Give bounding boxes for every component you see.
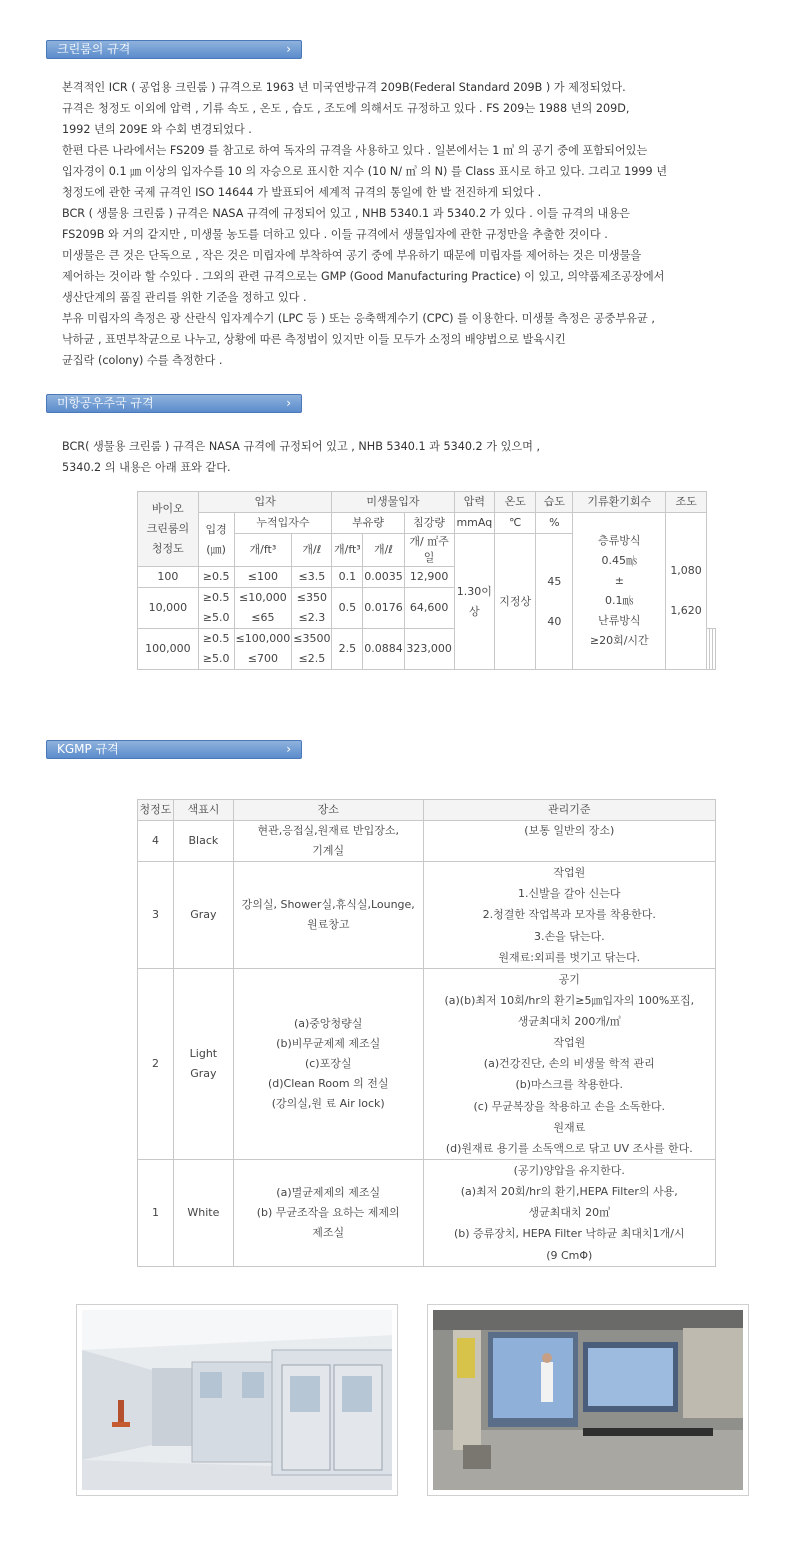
corridor-image [82, 1310, 392, 1490]
cell: 12,900 [404, 567, 454, 588]
text-line: 균집락 (colony) 수를 측정한다 . [62, 354, 223, 367]
cell: 323,000 [404, 629, 454, 670]
cell: 2.5 [332, 629, 363, 670]
cell-color: Black [173, 821, 233, 862]
text-line: 낙하균 , 표면부착균으로 나누고, 상황에 따른 측정법이 있지만 이들 모두가 소정의 배양법으로 발육시킨 [62, 333, 566, 346]
header-cumulative: 누적입자수 [234, 513, 332, 534]
table-row [138, 821, 716, 862]
text-line: 부유 미립자의 측정은 광 산란식 입자계수기 (LPC 등 ) 또는 응축핵계수기 (CPC) 를 이용한다. 미생물 측정은 공중부유균 , [62, 312, 655, 325]
header-settling: 침강량 [404, 513, 454, 534]
chevron-right-icon: › [286, 396, 291, 410]
intro-paragraph [62, 77, 782, 371]
section-header-cleanroom-spec [46, 40, 302, 59]
unit-liter-microbe: 개/ℓ [363, 534, 405, 567]
cell-color: Light Gray [173, 969, 233, 1160]
cell-grade: 2 [138, 969, 174, 1160]
header-place: 장소 [233, 800, 423, 821]
class-100000: 100,000 [138, 629, 199, 670]
cell-standard: 공기 (a)(b)최저 10회/hr의 환기≥5㎛입자의 100%포집, 생균최대치 200개/㎥ 작업원 (a)건강진단, 손의 비생물 학적 관리 (b)마스크를 착용한다. (c) 무균복장을 착용하고 손을 소독한다. 원재료 (d)원재료 용기를 소독액으로 닦고 UV 조사를 한다. [423, 969, 715, 1160]
header-color: 색표시 [173, 800, 233, 821]
cell-place: 현관,응접실,원재료 반입장소, 기계실 [233, 821, 423, 862]
table-row [138, 862, 716, 969]
cell: 0.1 [332, 567, 363, 588]
text-line: 5340.2 의 내용은 아래 표와 같다. [62, 461, 231, 474]
text-line: 본격적인 ICR ( 공업용 크린룸 ) 규격으로 1963 년 미국연방규격 209B(Federal Standard 209B ) 가 제정되었다. [62, 81, 626, 94]
cell-standard: 작업원 1.신발을 갈아 신는다 2.청결한 작업복과 모자를 착용한다. 3.손을 닦는다. 원재료:외피를 벗기고 닦는다. [423, 862, 715, 969]
cell-place: (a)중앙청량실 (b)비무균제제 제조실 (c)포장실 (d)Clean Room 의 전실 (강의실,원 료 Air lock) [233, 969, 423, 1160]
unit-liter: 개/ℓ [292, 534, 332, 567]
airflow-value: 층류방식 0.45㎧ ± 0.1㎧ 난류방식 ≥20회/시간 [573, 513, 666, 670]
text-line: BCR ( 생물용 크린룸 ) 규격은 NASA 규격에 규정되어 있고 , NHB 5340.1 과 5340.2 가 있다 . 이들 규격의 내용은 [62, 207, 630, 220]
header-standard: 관리기준 [423, 800, 715, 821]
section-title: KGMP 규격 [57, 742, 119, 756]
illuminance-value: 1,080 1,620 [666, 513, 707, 670]
header-particle-size: 입경 (㎛) [198, 513, 234, 567]
text-line: 제어하는 것이라 할 수있다 . 그외의 관련 규격으로는 GMP (Good Manufacturing Practice) 이 있고, 의약품제조공장에서 [62, 270, 665, 283]
cell-grade: 4 [138, 821, 174, 862]
cell-grade: 3 [138, 862, 174, 969]
unit-m2-week: 개/ ㎡주 일 [404, 534, 454, 567]
cell: 0.0035 [363, 567, 405, 588]
header-illuminance: 조도 [666, 492, 707, 513]
cell: 0.0176 [363, 588, 405, 629]
text-line: BCR( 생물용 크린룸 ) 규격은 NASA 규격에 규정되어 있고 , NHB 5340.1 과 5340.2 가 있으며 , [62, 440, 541, 453]
text-line: 생산단계의 품질 관리를 위한 기준을 정하고 있다 . [62, 291, 307, 304]
section-header-kgmp-spec [46, 740, 302, 759]
cell: ≤100,000 ≤700 [234, 629, 292, 670]
header-microbe: 미생물입자 [332, 492, 454, 513]
header-grade: 청정도 [138, 800, 174, 821]
table-row [138, 969, 716, 1160]
temperature-value: 지정상 [495, 534, 536, 670]
unit-ft3-microbe: 개/ft³ [332, 534, 363, 567]
cell: ≤10,000 ≤65 [234, 588, 292, 629]
unit-ft3: 개/ft³ [234, 534, 292, 567]
section-title: 크린룸의 규격 [57, 42, 131, 56]
section-title: 미항공우주국 규격 [57, 396, 154, 410]
pressure-value: 1.30이 상 [454, 534, 495, 670]
cell: ≥0.5 ≥5.0 [198, 588, 234, 629]
cell: 64,600 [404, 588, 454, 629]
cell-grade: 1 [138, 1159, 174, 1266]
kgmp-spec-table [137, 799, 716, 1267]
text-line: 미생물은 큰 것은 단독으로 , 작은 것은 미립자에 부착하여 공기 중에 부유하기 때문에 미립자를 제어하는 것은 미생물을 [62, 249, 642, 262]
chevron-right-icon: › [286, 42, 291, 56]
text-line: 1992 년의 209E 와 수회 변경되었다 . [62, 123, 252, 136]
booth-image [433, 1310, 743, 1490]
nasa-paragraph [62, 436, 782, 478]
table-row [138, 1159, 716, 1266]
cell-color: Gray [173, 862, 233, 969]
header-particle: 입자 [198, 492, 332, 513]
cell: ≤3.5 [292, 567, 332, 588]
header-humidity: 습도 [536, 492, 573, 513]
cell-standard: (보통 일반의 장소) [423, 821, 715, 862]
header-airflow: 기류환기회수 [573, 492, 666, 513]
header-bio-grade: 바이오 크린룸의 청정도 [138, 492, 199, 567]
cell: ≥0.5 ≥5.0 [198, 629, 234, 670]
cleanroom-corridor-photo [76, 1304, 398, 1496]
cell: ≤3500 ≤2.5 [292, 629, 332, 670]
class-10000: 10,000 [138, 588, 199, 629]
nasa-spec-table [137, 491, 716, 670]
humidity-value: 45 40 [536, 534, 573, 670]
cell-standard: (공기)양압을 유지한다. (a)최저 20회/hr의 환기,HEPA Filter의 사용, 생균최대치 20㎥ (b) 증류장치, HEPA Filter 낙하균 최대치1개/시 (9 CmΦ) [423, 1159, 715, 1266]
class-100: 100 [138, 567, 199, 588]
cell-place: (a)멸균제제의 제조실 (b) 무균조작을 요하는 제제의 제조실 [233, 1159, 423, 1266]
cleanroom-booth-photo [427, 1304, 749, 1496]
cell: 0.5 [332, 588, 363, 629]
text-line: 한편 다른 나라에서는 FS209 를 참고로 하여 독자의 규격을 사용하고 있다 . 일본에서는 1 ㎥ 의 공기 중에 포함되어있는 [62, 144, 648, 157]
cell: ≤350 ≤2.3 [292, 588, 332, 629]
cell: 0.0884 [363, 629, 405, 670]
text-line: 규격은 청정도 이외에 압력 , 기류 속도 , 온도 , 습도 , 조도에 의해서도 규정하고 있다 . FS 209는 1988 년의 209D, [62, 102, 630, 115]
header-floating: 부유량 [332, 513, 404, 534]
text-line: 청정도에 관한 국제 규격인 ISO 14644 가 발표되어 세계적 규격의 통일에 한 발 전진하게 되었다 . [62, 186, 542, 199]
cell-color: White [173, 1159, 233, 1266]
cell: ≤100 [234, 567, 292, 588]
cell-place: 강의실, Shower실,휴식실,Lounge, 원료창고 [233, 862, 423, 969]
text-line: 입자경이 0.1 ㎛ 이상의 입자수를 10 의 자승으로 표시한 지수 (10 N/ ㎥ 의 N) 를 Class 표시로 하고 있다. 그리고 1999 년 [62, 165, 668, 178]
header-temperature: 온도 [495, 492, 536, 513]
cell-empty [713, 629, 716, 670]
chevron-right-icon: › [286, 742, 291, 756]
cell: ≥0.5 [198, 567, 234, 588]
section-header-nasa-spec [46, 394, 302, 413]
unit-temperature: ℃ [495, 513, 536, 534]
unit-humidity: % [536, 513, 573, 534]
text-line: FS209B 와 거의 같지만 , 미생물 농도를 더하고 있다 . 이들 규격에서 생물입자에 관한 규정만을 추출한 것이다 . [62, 228, 608, 241]
header-pressure: 압력 [454, 492, 495, 513]
unit-pressure: mmAq [454, 513, 495, 534]
